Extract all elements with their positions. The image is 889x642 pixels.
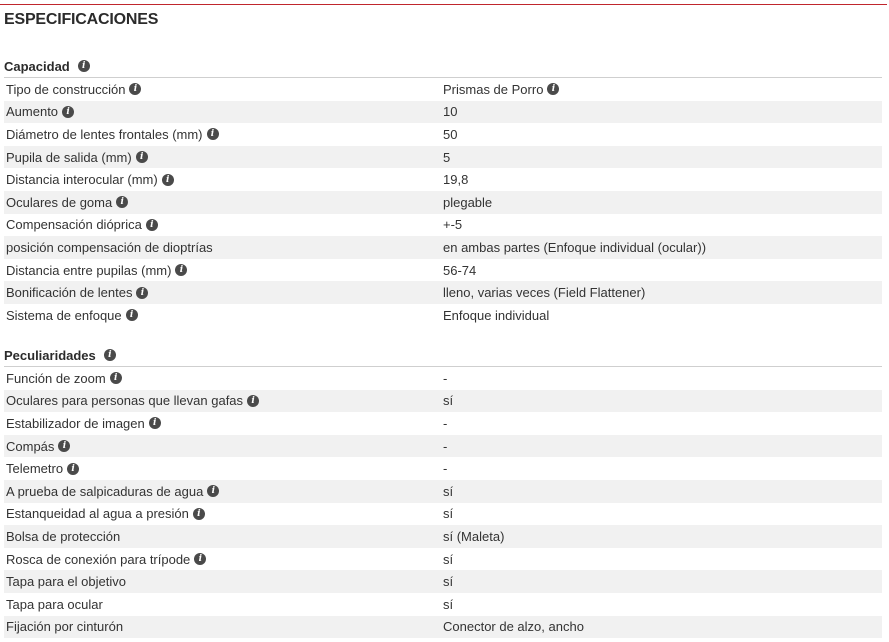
spec-row-tipo-de-construccion <box>4 78 882 101</box>
spec-row-diametro-de-lentes-frontales-mm <box>4 123 882 146</box>
spec-value-cell <box>443 172 882 187</box>
section-title: Peculiaridades <box>4 347 96 363</box>
spec-label: Oculares de goma <box>6 194 113 210</box>
spec-label: Oculares para personas que llevan gafas <box>6 393 244 409</box>
info-icon[interactable]: i <box>207 485 219 497</box>
spec-row-rosca-de-conexion-para-tripode <box>4 548 882 571</box>
spec-label: Compensación dióprica <box>6 217 142 233</box>
spec-value: sí <box>443 506 454 522</box>
info-icon[interactable]: i <box>136 287 148 299</box>
spec-label: Sistema de enfoque <box>6 307 122 323</box>
spec-value-cell <box>443 619 882 634</box>
spec-value-cell <box>443 195 882 210</box>
info-icon[interactable]: i <box>247 395 259 407</box>
section-heading <box>4 344 882 367</box>
spec-value: en ambas partes (Enfoque individual (ocular)) <box>443 239 707 255</box>
spec-value-cell <box>443 104 882 119</box>
spec-label-cell <box>4 484 443 499</box>
spec-label-cell <box>4 461 443 476</box>
spec-value: sí (Maleta) <box>443 528 505 544</box>
spec-value: 5 <box>443 149 451 165</box>
spec-label-cell <box>4 619 443 634</box>
spec-value-cell <box>443 217 882 232</box>
spec-label: Tapa para el objetivo <box>6 574 126 590</box>
spec-row-aumento <box>4 101 882 124</box>
spec-value-cell <box>443 240 882 255</box>
spec-value: 56-74 <box>443 262 477 278</box>
spec-label: Estabilizador de imagen <box>6 415 145 431</box>
spec-label-cell <box>4 393 443 408</box>
info-icon[interactable]: i <box>78 60 90 72</box>
spec-label: Rosca de conexión para trípode <box>6 551 191 567</box>
spec-label: Aumento <box>6 104 59 120</box>
spec-row-distancia-interocular-mm <box>4 168 882 191</box>
spec-label-cell <box>4 263 443 278</box>
spec-label-cell <box>4 439 443 454</box>
spec-value: sí <box>443 596 454 612</box>
info-icon[interactable]: i <box>207 128 219 140</box>
spec-label-cell <box>4 308 443 323</box>
spec-label: Distancia interocular (mm) <box>6 172 158 188</box>
spec-label: Bolsa de protección <box>6 528 121 544</box>
spec-value-cell <box>443 308 882 323</box>
spec-value: - <box>443 370 448 386</box>
spec-row-a-prueba-de-salpicaduras-de-agua <box>4 480 882 503</box>
spec-value: Conector de alzo, ancho <box>443 619 584 635</box>
spec-row-distancia-entre-pupilas-mm <box>4 259 882 282</box>
info-icon[interactable]: i <box>104 349 116 361</box>
spec-row-telemetro <box>4 457 882 480</box>
spec-label: Tapa para ocular <box>6 596 103 612</box>
spec-row-pupila-de-salida-mm <box>4 146 882 169</box>
spec-row-oculares-para-personas-que-llevan-gafas <box>4 390 882 413</box>
spec-row-estanqueidad-al-agua-a-presion <box>4 503 882 526</box>
info-icon[interactable]: i <box>110 372 122 384</box>
spec-row-bolsa-de-proteccion <box>4 525 882 548</box>
spec-row-bonificacion-de-lentes <box>4 281 882 304</box>
spec-label: Función de zoom <box>6 370 106 386</box>
spec-value-cell <box>443 393 882 408</box>
info-icon[interactable]: i <box>175 264 187 276</box>
spec-label-cell <box>4 285 443 300</box>
spec-value: Prismas de Porro <box>443 81 544 97</box>
spec-row-sistema-de-enfoque <box>4 304 882 327</box>
spec-label-cell <box>4 127 443 142</box>
spec-value-cell <box>443 127 882 142</box>
spec-label: Estanqueidad al agua a presión <box>6 506 189 522</box>
spec-row-tapa-para-el-objetivo <box>4 570 882 593</box>
spec-value-cell <box>443 416 882 431</box>
spec-value: sí <box>443 551 454 567</box>
spec-value: +-5 <box>443 217 463 233</box>
spec-value-cell <box>443 484 882 499</box>
info-icon[interactable]: i <box>58 440 70 452</box>
spec-value-cell <box>443 285 882 300</box>
spec-label: Compás <box>6 438 55 454</box>
spec-row-estabilizador-de-imagen <box>4 412 882 435</box>
spec-row-compas <box>4 435 882 458</box>
info-icon[interactable]: i <box>162 174 174 186</box>
spec-label: Pupila de salida (mm) <box>6 149 132 165</box>
info-icon[interactable]: i <box>194 553 206 565</box>
spec-label: Distancia entre pupilas (mm) <box>6 262 172 278</box>
spec-label-cell <box>4 172 443 187</box>
spec-value-cell <box>443 461 882 476</box>
spec-value-cell <box>443 82 882 97</box>
spec-label-cell <box>4 597 443 612</box>
spec-value-cell <box>443 529 882 544</box>
info-icon[interactable]: i <box>547 83 559 95</box>
spec-value: sí <box>443 574 454 590</box>
spec-label: A prueba de salpicaduras de agua <box>6 483 204 499</box>
spec-label-cell <box>4 574 443 589</box>
spec-label-cell <box>4 150 443 165</box>
page-title: ESPECIFICACIONES <box>4 11 159 28</box>
spec-label-cell <box>4 529 443 544</box>
top-accent-rule <box>0 4 887 5</box>
spec-label-cell <box>4 82 443 97</box>
spec-row-posicion-compensacion-de-dioptrias <box>4 236 882 259</box>
spec-value-cell <box>443 371 882 386</box>
spec-label-cell <box>4 240 443 255</box>
info-icon[interactable]: i <box>129 83 141 95</box>
spec-row-oculares-de-goma <box>4 191 882 214</box>
spec-label: Diámetro de lentes frontales (mm) <box>6 126 203 142</box>
info-icon[interactable]: i <box>136 151 148 163</box>
spec-value-cell <box>443 574 882 589</box>
spec-value: plegable <box>443 194 493 210</box>
spec-value-cell <box>443 552 882 567</box>
info-icon[interactable]: i <box>116 196 128 208</box>
spec-label-cell <box>4 195 443 210</box>
spec-value: sí <box>443 483 454 499</box>
spec-value: - <box>443 438 448 454</box>
section-capacidad <box>4 55 882 327</box>
spec-row-compensacion-dioprica <box>4 214 882 237</box>
spec-value: lleno, varias veces (Field Flattener) <box>443 285 646 301</box>
spec-value: 19,8 <box>443 172 469 188</box>
section-heading <box>4 55 882 78</box>
spec-label-cell <box>4 416 443 431</box>
spec-value: 10 <box>443 104 458 120</box>
info-icon[interactable]: i <box>126 309 138 321</box>
info-icon[interactable]: i <box>67 463 79 475</box>
spec-row-tapa-para-ocular <box>4 593 882 616</box>
spec-value: - <box>443 461 448 477</box>
spec-value-cell <box>443 150 882 165</box>
spec-label: Tipo de construcción <box>6 81 126 97</box>
spec-value-cell <box>443 263 882 278</box>
info-icon[interactable]: i <box>62 106 74 118</box>
section-peculiaridades <box>4 344 882 638</box>
spec-label-cell <box>4 104 443 119</box>
spec-value: - <box>443 415 448 431</box>
info-icon[interactable]: i <box>149 417 161 429</box>
spec-label-cell <box>4 506 443 521</box>
spec-value-cell <box>443 506 882 521</box>
spec-label-cell <box>4 552 443 567</box>
spec-value: Enfoque individual <box>443 307 550 323</box>
spec-label: Telemetro <box>6 461 64 477</box>
spec-row-fijacion-por-cinturon <box>4 616 882 639</box>
section-title: Capacidad <box>4 58 70 74</box>
spec-value: 50 <box>443 126 458 142</box>
spec-value-cell <box>443 439 882 454</box>
spec-value-cell <box>443 597 882 612</box>
spec-value: sí <box>443 393 454 409</box>
spec-row-funcion-de-zoom <box>4 367 882 390</box>
info-icon[interactable]: i <box>146 219 158 231</box>
info-icon[interactable]: i <box>193 508 205 520</box>
spec-label: Bonificación de lentes <box>6 285 133 301</box>
spec-label: posición compensación de dioptrías <box>6 239 213 255</box>
spec-label-cell <box>4 371 443 386</box>
spec-label: Fijación por cinturón <box>6 619 124 635</box>
spec-label-cell <box>4 217 443 232</box>
